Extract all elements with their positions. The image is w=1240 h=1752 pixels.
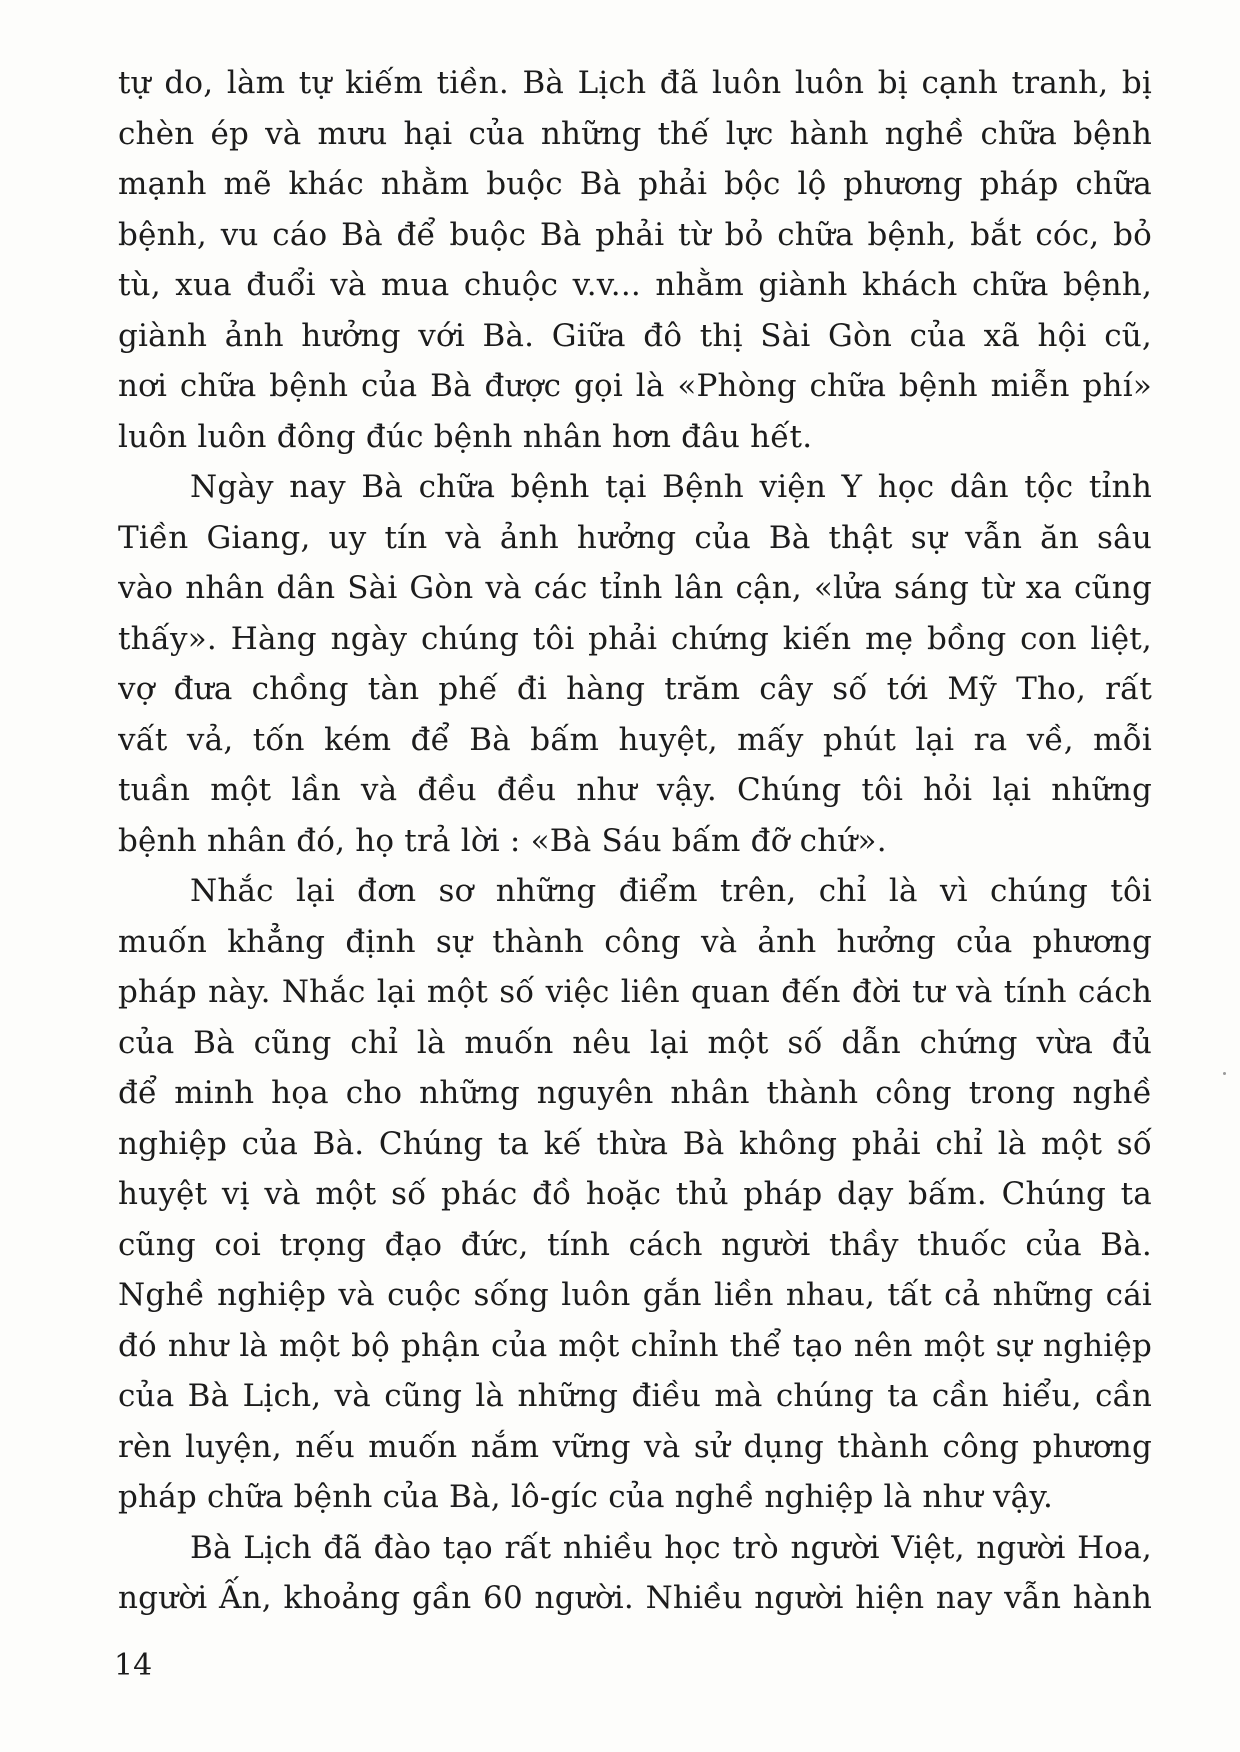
text-line: vào nhân dân Sài Gòn và các tỉnh lân cận, «lửa sáng từ xa cũng <box>118 570 1152 606</box>
text-line: vất vả, tốn kém để Bà bấm huyệt, mấy phút lại ra về, mỗi <box>118 721 1152 758</box>
scan-speck <box>1223 1072 1226 1075</box>
text-line: đó như là một bộ phận của một chỉnh thể tạo nên một sự nghiệp <box>118 1327 1152 1364</box>
text-line: chèn ép và mưu hại của những thế lực hành nghề chữa bệnh <box>118 115 1152 152</box>
text-line: Nghề nghiệp và cuộc sống luôn gắn liền nhau, tất cả những cái <box>118 1277 1152 1313</box>
text-line: thấy». Hàng ngày chúng tôi phải chứng kiến mẹ bồng con liệt, <box>118 620 1152 657</box>
text-line: Tiền Giang, uy tín và ảnh hưởng của Bà thật sự vẫn ăn sâu <box>118 519 1152 556</box>
page-number: 14 <box>114 1648 153 1683</box>
text-line: giành ảnh hưởng với Bà. Giữa đô thị Sài Gòn của xã hội cũ, <box>118 317 1152 354</box>
text-line: của Bà Lịch, và cũng là những điều mà chúng ta cần hiểu, cần <box>118 1378 1152 1414</box>
body-text <box>118 58 1152 1624</box>
text-line: cũng coi trọng đạo đức, tính cách người thầy thuốc của Bà. <box>118 1226 1152 1263</box>
text-line: pháp này. Nhắc lại một số việc liên quan đến đời tư và tính cách <box>118 974 1152 1010</box>
text-line: luôn luôn đông đúc bệnh nhân hơn đâu hết. <box>118 418 813 455</box>
text-line: của Bà cũng chỉ là muốn nêu lại một số dẫn chứng vừa đủ <box>118 1024 1152 1061</box>
text-line: mạnh mẽ khác nhằm buộc Bà phải bộc lộ phương pháp chữa <box>118 166 1152 202</box>
text-line: tuần một lần và đều đều như vậy. Chúng tôi hỏi lại những <box>118 772 1152 808</box>
text-line: nơi chữa bệnh của Bà được gọi là «Phòng chữa bệnh miễn phí» <box>118 368 1152 404</box>
text-line: nghiệp của Bà. Chúng ta kế thừa Bà không phải chỉ là một số <box>118 1125 1152 1162</box>
text-line: pháp chữa bệnh của Bà, lô-gíc của nghề nghiệp là như vậy. <box>118 1479 1053 1515</box>
text-line: để minh họa cho những nguyên nhân thành công trong nghề <box>118 1075 1152 1111</box>
text-line: rèn luyện, nếu muốn nắm vững và sử dụng thành công phương <box>118 1428 1152 1465</box>
text-line: bệnh, vu cáo Bà để buộc Bà phải từ bỏ chữa bệnh, bắt cóc, bỏ <box>118 216 1152 253</box>
text-line: Ngày nay Bà chữa bệnh tại Bệnh viện Y học dân tộc tỉnh <box>190 469 1152 505</box>
text-line: Bà Lịch đã đào tạo rất nhiều học trò người Việt, người Hoa, <box>190 1529 1152 1566</box>
text-line: huyệt vị và một số phác đồ hoặc thủ pháp dạy bấm. Chúng ta <box>118 1176 1152 1212</box>
text-line: tự do, làm tự kiếm tiền. Bà Lịch đã luôn luôn bị cạnh tranh, bị <box>118 65 1152 101</box>
text-line: bệnh nhân đó, họ trả lời : «Bà Sáu bấm đỡ chứ». <box>118 822 887 859</box>
text-line: muốn khẳng định sự thành công và ảnh hưởng của phương <box>118 923 1152 960</box>
text-line: vợ đưa chồng tàn phế đi hàng trăm cây số tới Mỹ Tho, rất <box>118 671 1152 707</box>
text-line: Nhắc lại đơn sơ những điểm trên, chỉ là vì chúng tôi <box>190 873 1152 909</box>
text-line: người Ấn, khoảng gần 60 người. Nhiều người hiện nay vẫn hành <box>118 1580 1152 1616</box>
text-line: tù, xua đuổi và mua chuộc v.v... nhằm giành khách chữa bệnh, <box>118 267 1152 303</box>
